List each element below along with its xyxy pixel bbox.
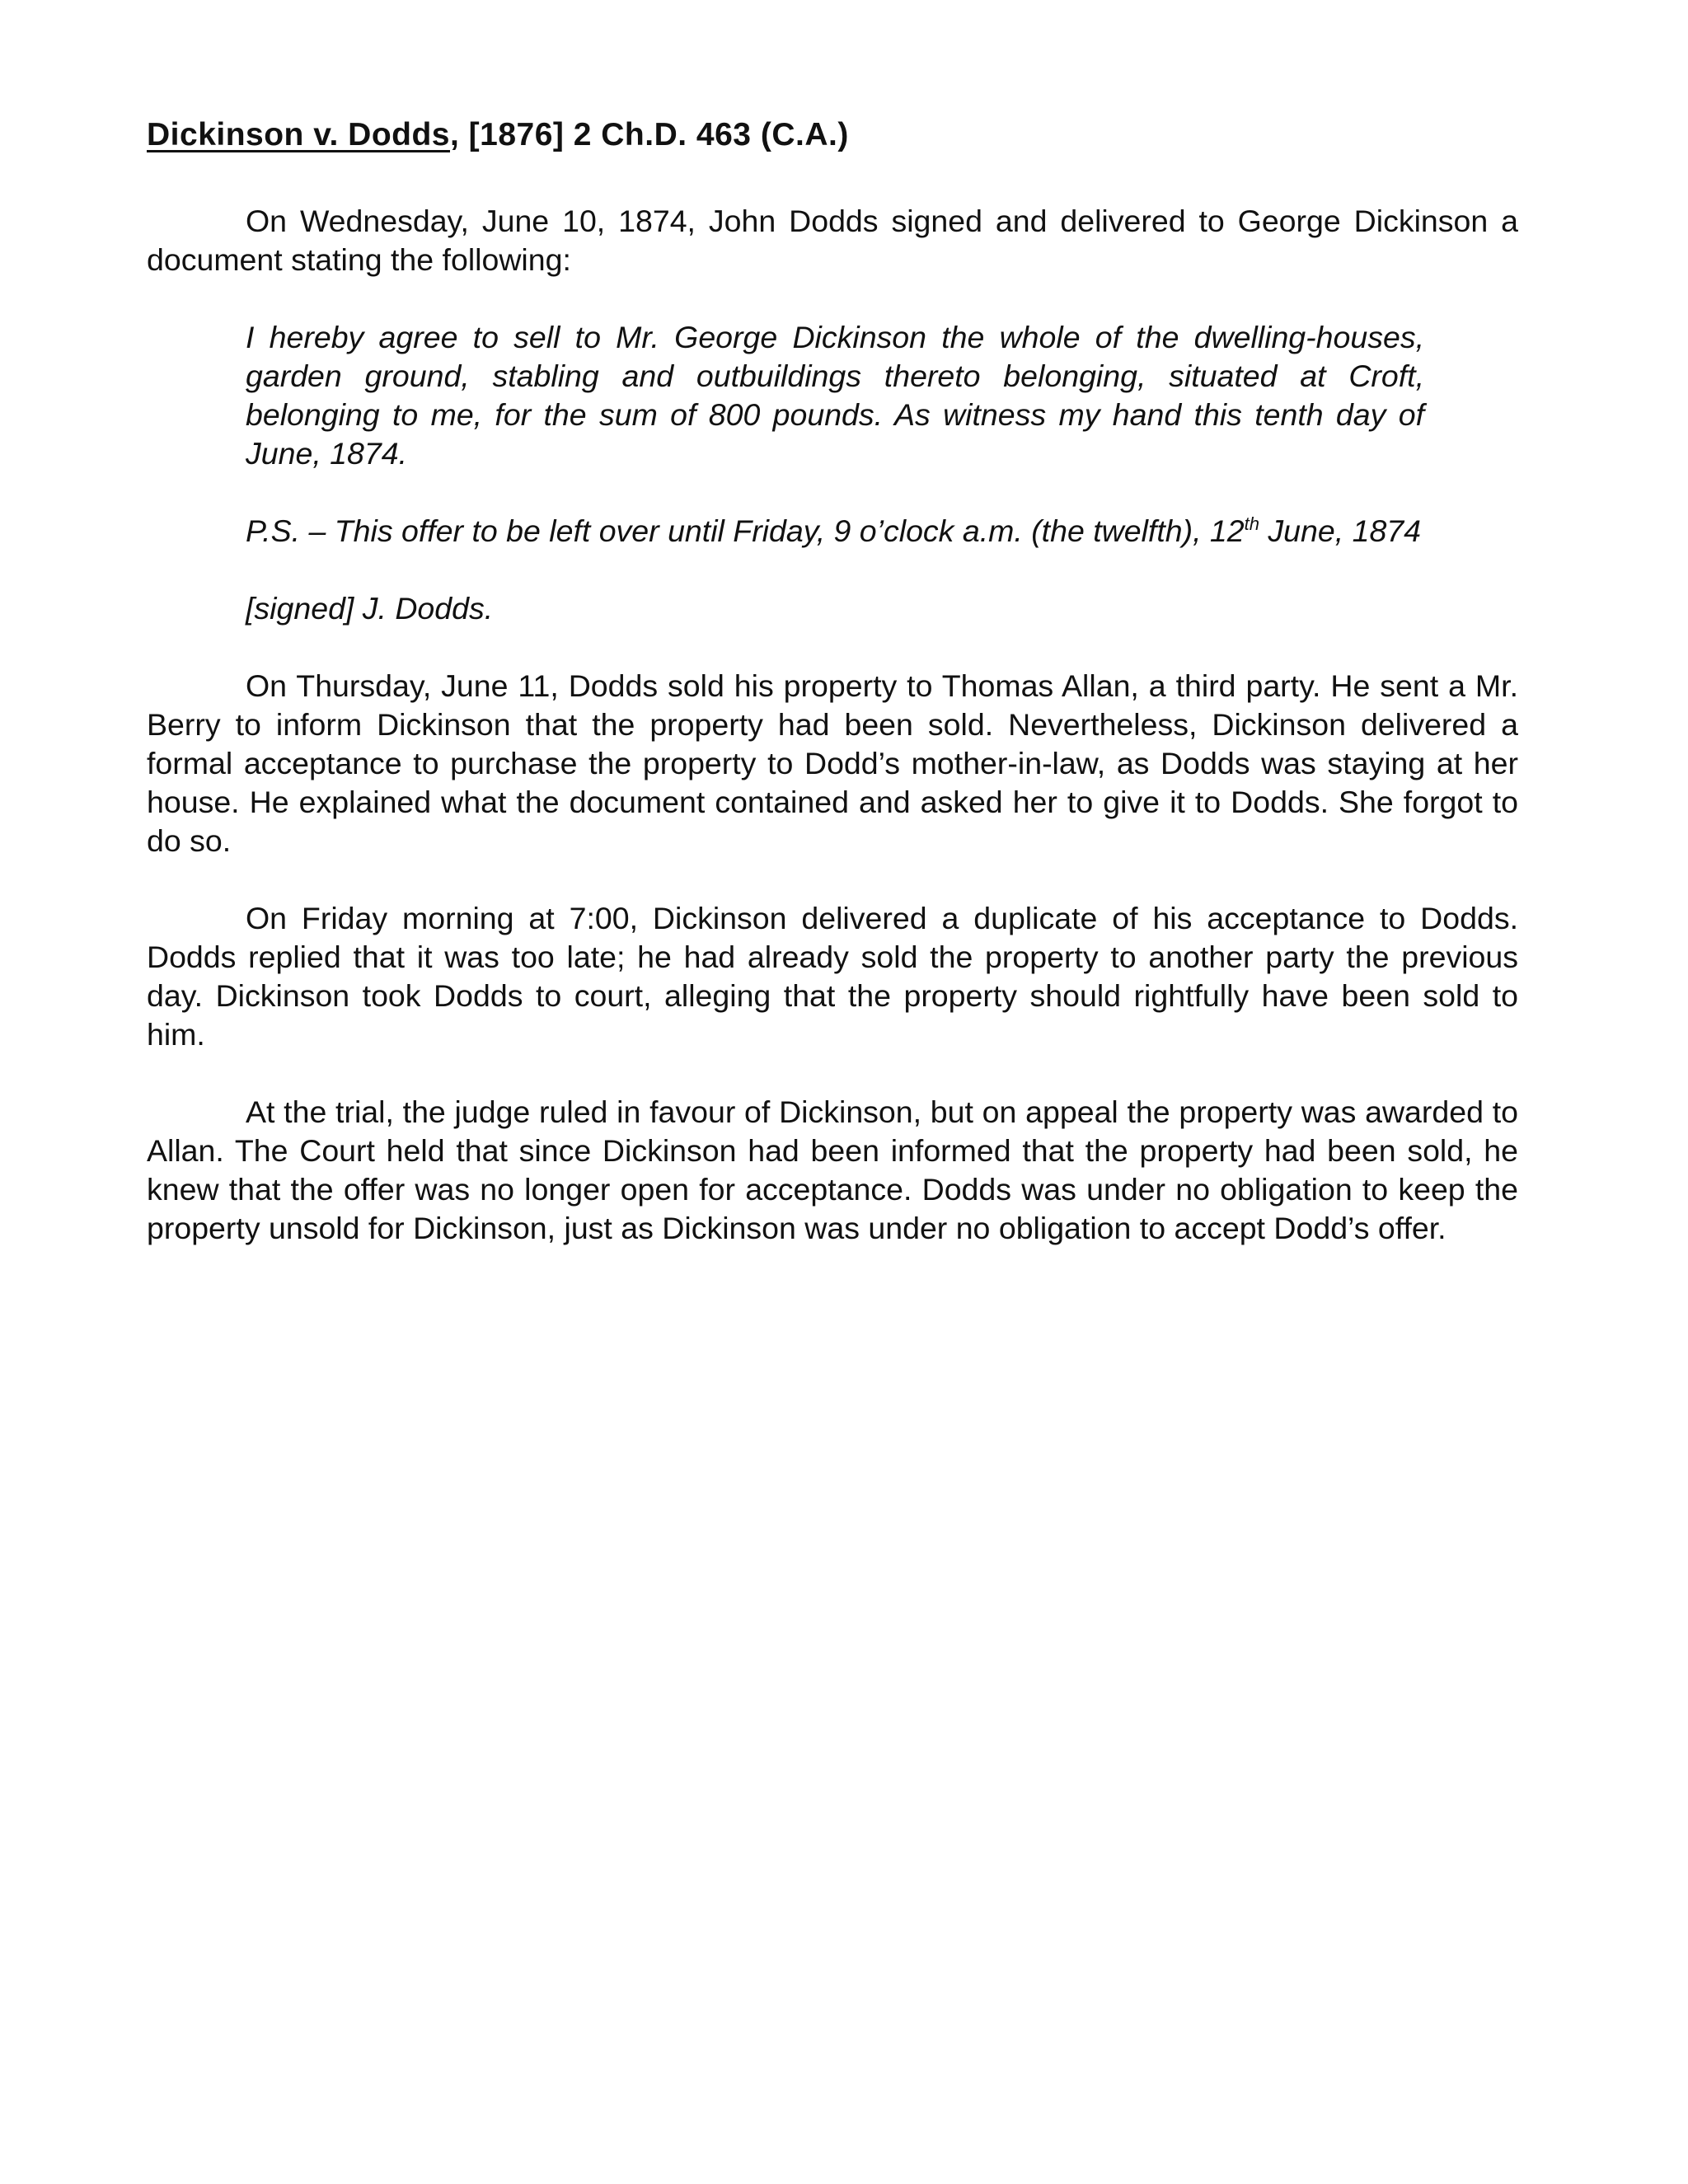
- offer-postscript: [246, 512, 1424, 551]
- offer-quote: [246, 318, 1424, 628]
- intro-paragraph: On Wednesday, June 10, 1874, John Dodds signed and delivered to George Dickinson a document stating the following:: [147, 204, 1518, 277]
- postscript-ordinal: th: [1244, 513, 1260, 534]
- postscript-date: June, 1874: [1259, 513, 1422, 548]
- case-citation: , [1876] 2 Ch.D. 463 (C.A.): [450, 117, 849, 152]
- court-ruling-paragraph: At the trial, the judge ruled in favour of Dickinson, but on appeal the property was awarded to Allan. The Court held that since Dickinson had been informed that the property had been sold, he knew that the offer was no longer open for acceptance. Dodds was under no obligation to keep the property unsold for Dickinson, just as Dickinson was under no obligation to accept Dodd’s offer.: [147, 1094, 1518, 1245]
- case-heading: [147, 115, 1518, 154]
- case-name: Dickinson v. Dodds: [147, 117, 450, 152]
- sale-to-allan-paragraph: On Thursday, June 11, Dodds sold his property to Thomas Allan, a third party. He sent a Mr. Berry to inform Dickinson that the property had been sold. Nevertheless, Dickinson delivered a formal acceptance to purchase the property to Dodd’s mother-in-law, as Dodds was staying at her house. He explained what the document contained and asked her to give it to Dodds. She forgot to do so.: [147, 668, 1518, 858]
- offer-text: I hereby agree to sell to Mr. George Dickinson the whole of the dwelling-houses, garden ground, stabling and outbuildings thereto belonging, situated at Croft, belonging to me, for the sum of 800 pounds. As witness my hand this tenth day of June, 1874.: [246, 320, 1424, 471]
- friday-acceptance-paragraph: On Friday morning at 7:00, Dickinson delivered a duplicate of his acceptance to Dodds. Dodds replied that it was too late; he had already sold the property to another party the previous day. Dickinson took Dodds to court, alleging that the property should rightfully have been sold to him.: [147, 901, 1518, 1052]
- postscript-text: P.S. – This offer to be left over until Friday, 9 o’clock a.m. (the twelfth), 12: [246, 513, 1245, 548]
- offer-signature: [signed] J. Dodds.: [246, 591, 494, 626]
- document-page: [147, 99, 1518, 1248]
